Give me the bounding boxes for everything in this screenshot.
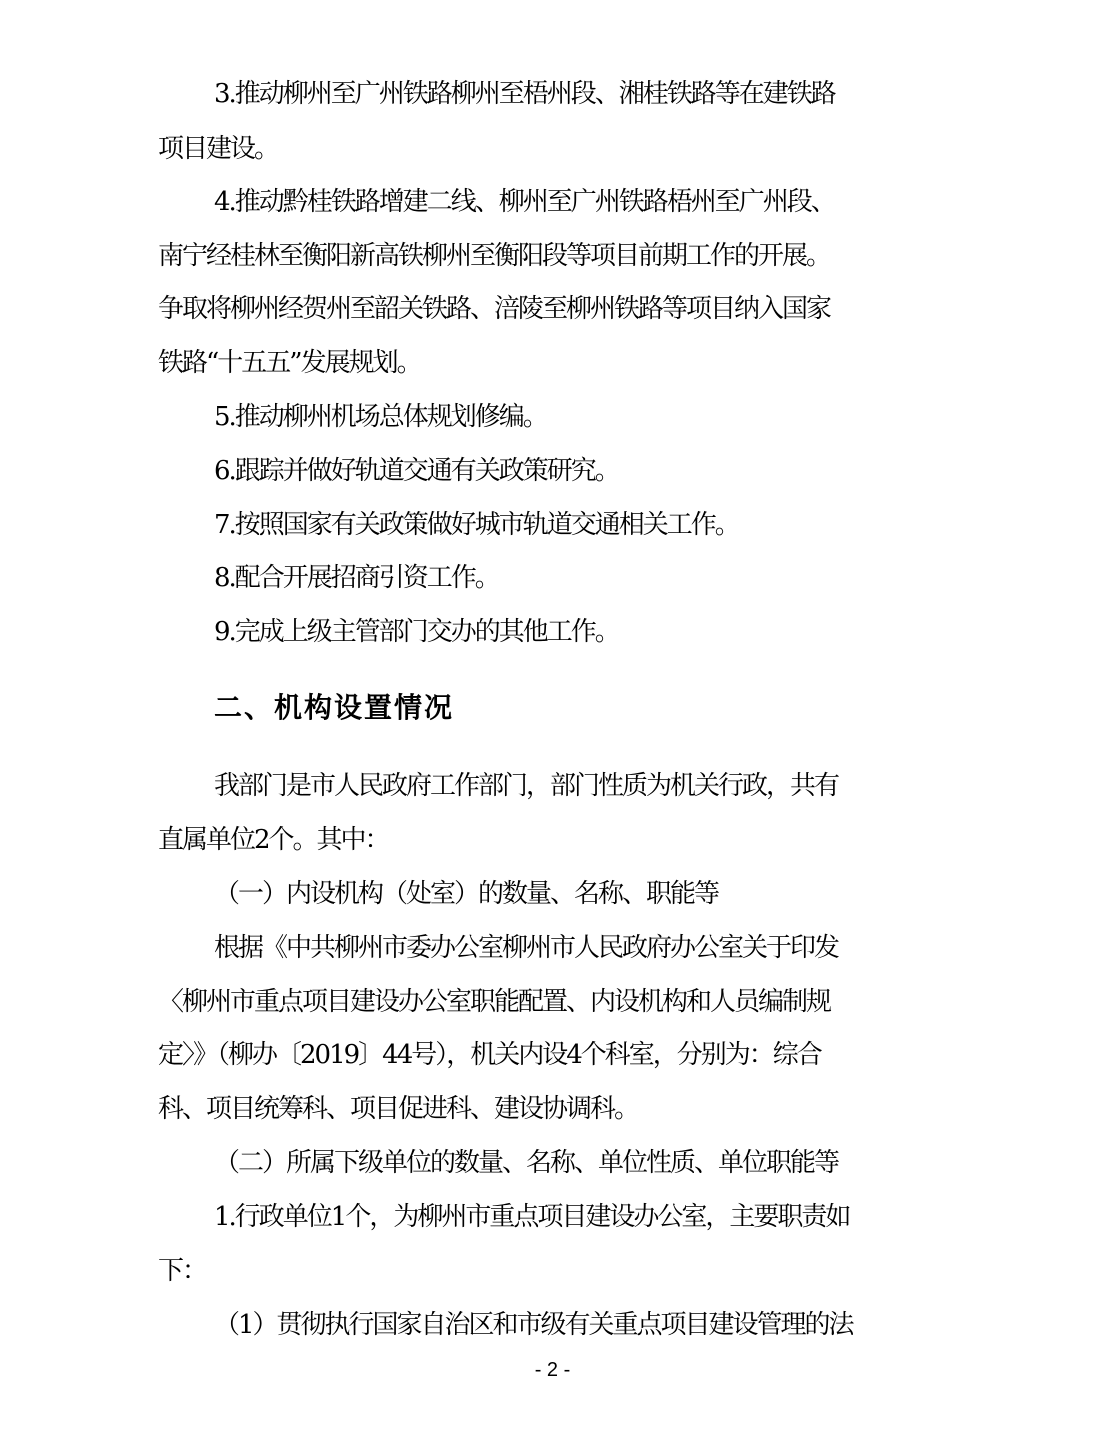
paragraph-line: 7.按照国家有关政策做好城市轨道交通相关工作。 bbox=[214, 510, 739, 540]
paragraph-line: 我部门是市人民政府工作部门，部门性质为机关行政，共有 bbox=[214, 771, 839, 801]
paragraph-line: 南宁经桂林至衡阳新高铁柳州至衡阳段等项目前期工作的开展。 bbox=[158, 241, 831, 271]
paragraph-line: 争取将柳州经贺州至韶关铁路、涪陵至柳州铁路等项目纳入国家 bbox=[158, 294, 831, 324]
paragraph-line: 9.完成上级主管部门交办的其他工作。 bbox=[214, 617, 619, 647]
paragraph-line: 项目建设。 bbox=[158, 134, 279, 164]
paragraph-line: 6.跟踪并做好轨道交通有关政策研究。 bbox=[214, 456, 619, 486]
paragraph-line: 8.配合开展招商引资工作。 bbox=[214, 563, 499, 593]
page-number: - 2 - bbox=[534, 1359, 571, 1381]
paragraph-line: 定〉》（柳办〔2019〕44号），机关内设4个科室，分别为：综合 bbox=[158, 1040, 821, 1070]
paragraph-line: 直属单位2个。其中： bbox=[158, 825, 389, 855]
subsection-heading: （二）所属下级单位的数量、名称、单位性质、单位职能等 bbox=[214, 1148, 839, 1178]
paragraph-line: 5.推动柳州机场总体规划修编。 bbox=[214, 402, 547, 432]
paragraph-line: 3.推动柳州至广州铁路柳州至梧州段、湘桂铁路等在建铁路 bbox=[214, 79, 835, 109]
paragraph-line: （1）贯彻执行国家自治区和市级有关重点项目建设管理的法 bbox=[214, 1310, 853, 1340]
paragraph-line: 4.推动黔桂铁路增建二线、柳州至广州铁路梧州至广州段、 bbox=[214, 187, 835, 217]
subsection-heading: （一）内设机构（处室）的数量、名称、职能等 bbox=[214, 879, 719, 909]
paragraph-line: 1.行政单位1个，为柳州市重点项目建设办公室，主要职责如 bbox=[214, 1202, 850, 1232]
paragraph-line: 〈柳州市重点项目建设办公室职能配置、内设机构和人员编制规 bbox=[158, 987, 831, 1017]
paragraph-line: 科、项目统筹科、项目促进科、建设协调科。 bbox=[158, 1094, 639, 1124]
paragraph-line: 根据《中共柳州市委办公室柳州市人民政府办公室关于印发 bbox=[214, 933, 839, 963]
section-heading: 二、机构设置情况 bbox=[214, 691, 455, 724]
paragraph-line: 铁路“十五五”发展规划。 bbox=[158, 348, 421, 378]
paragraph-line: 下： bbox=[158, 1256, 207, 1286]
